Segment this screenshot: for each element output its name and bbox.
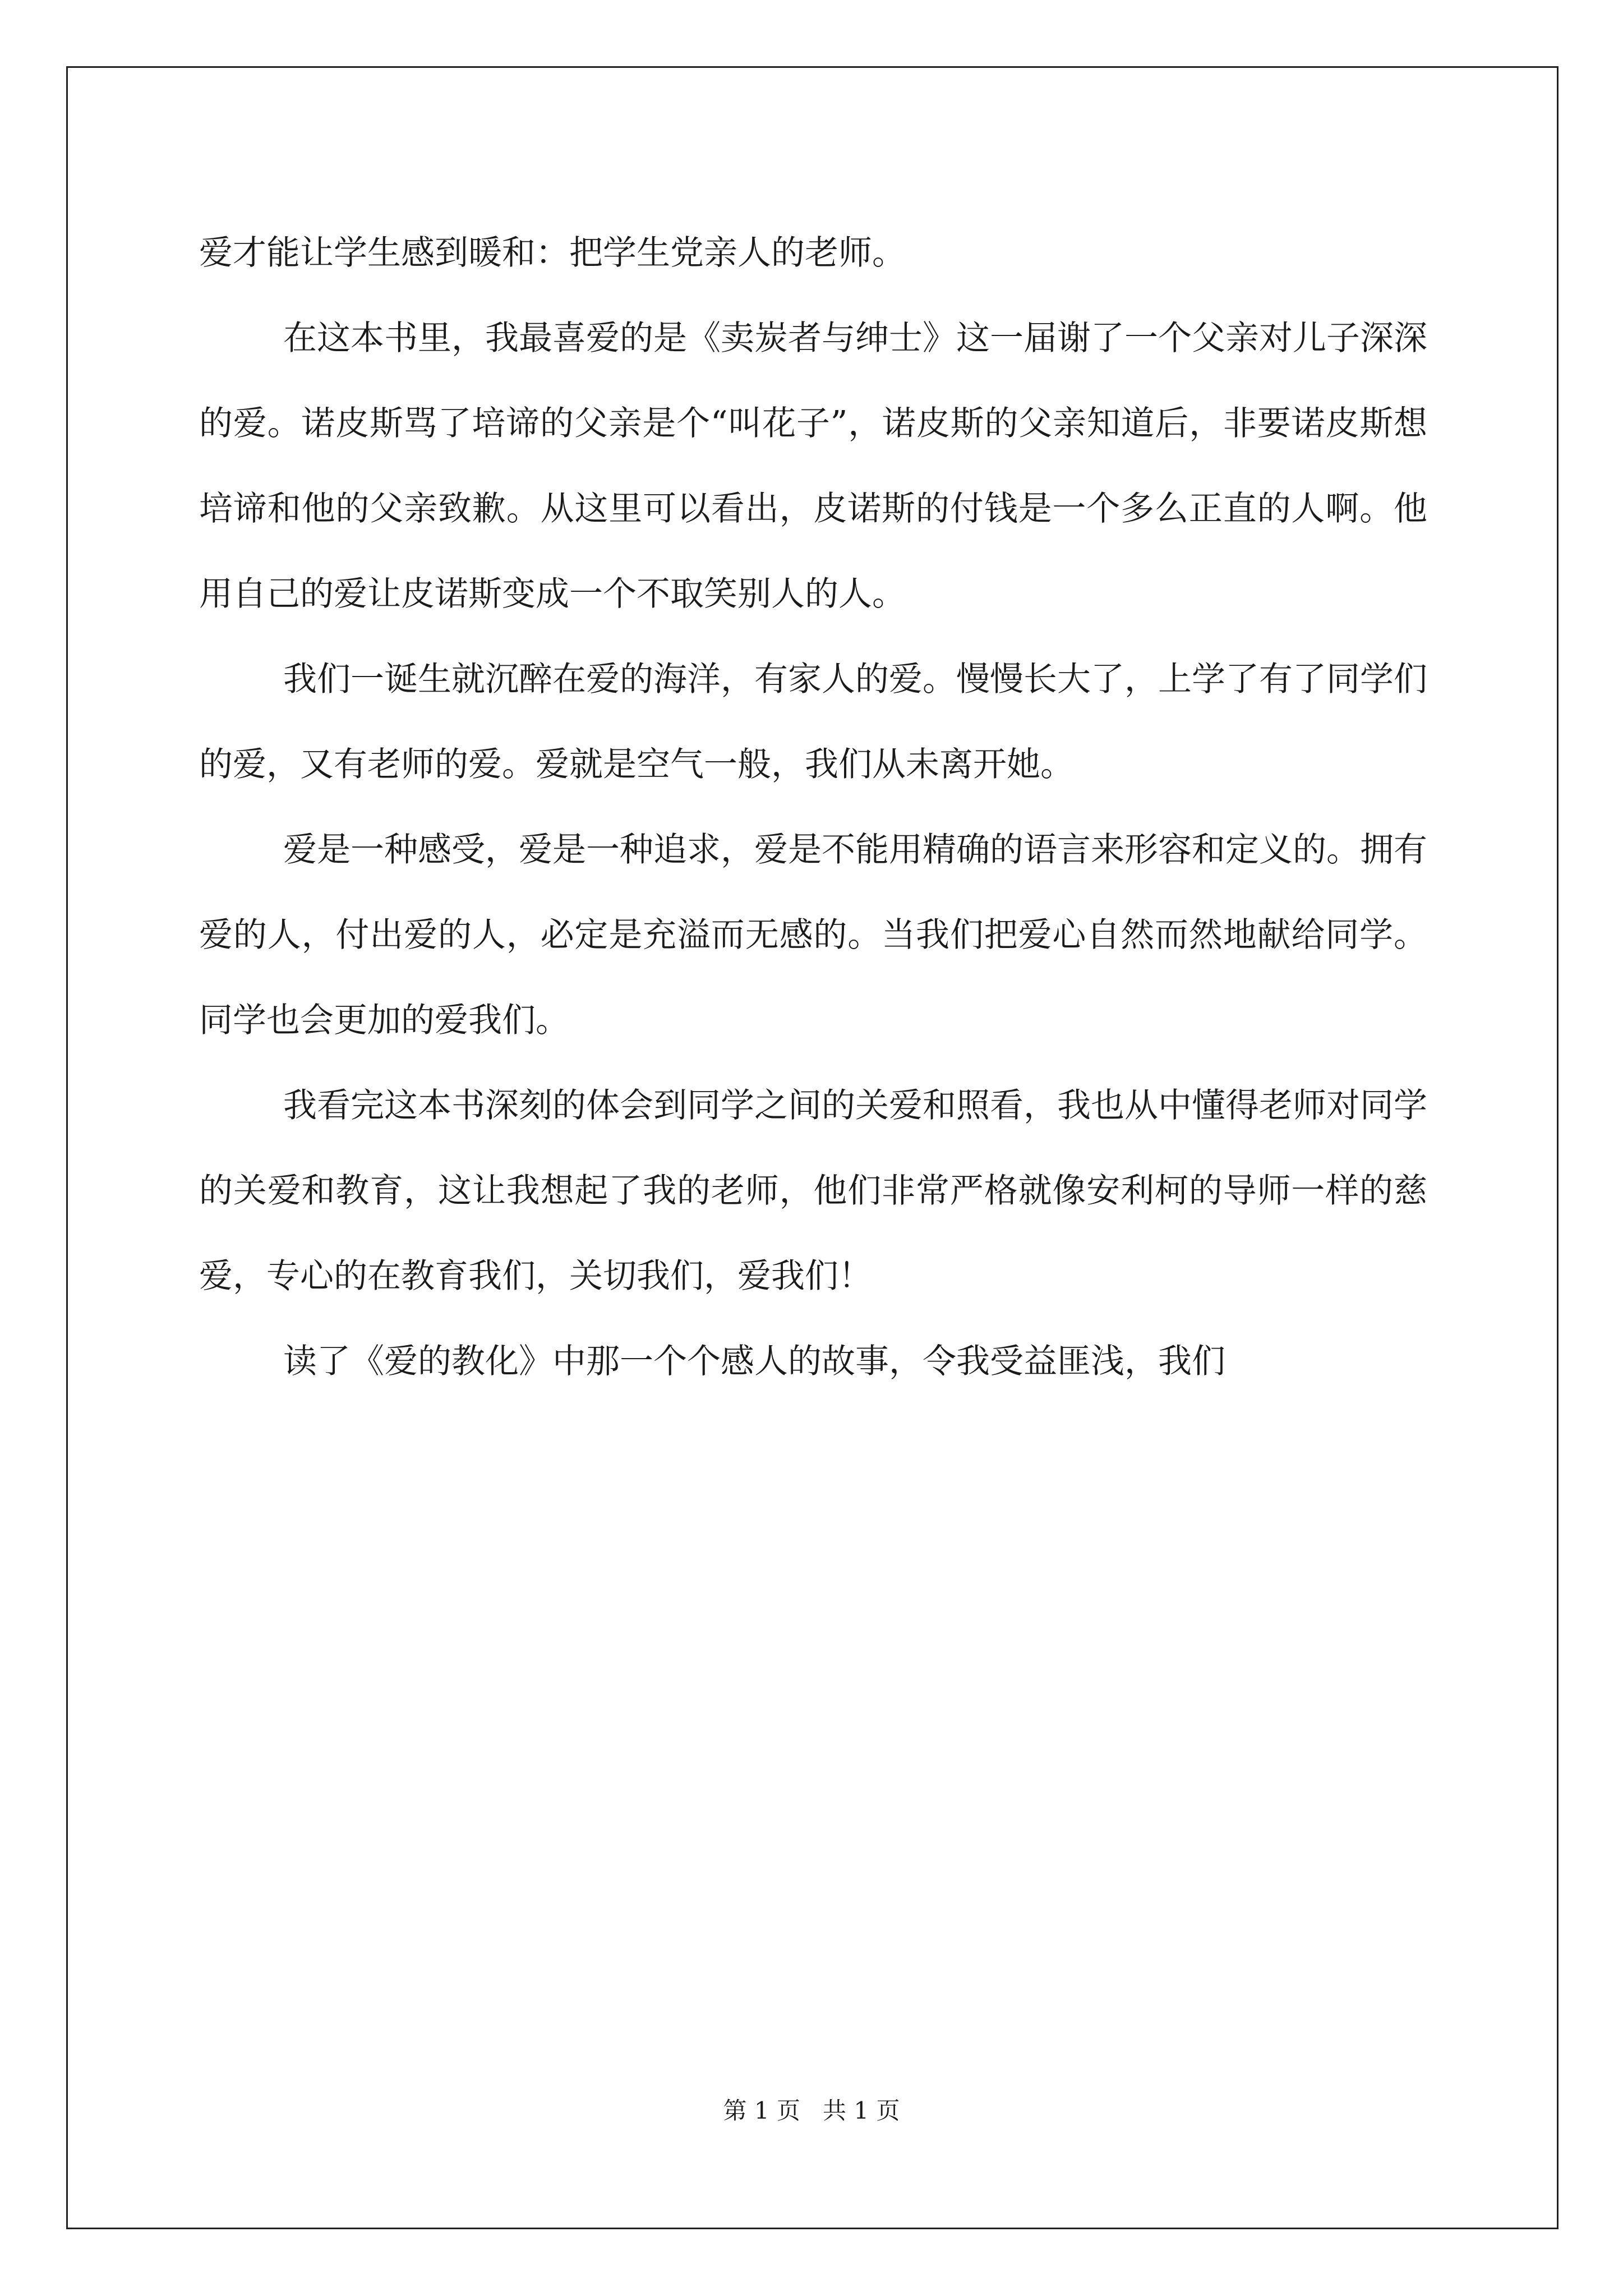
paragraph-5: 我看完这本书深刻的体会到同学之间的关爱和照看，我也从中懂得老师对同学的关爱和教育，这让我想起了我的老师，他们非常严格就像安利柯的导师一样的慈爱，专心的在教育我们，关切我们，爱我们！ bbox=[199, 1086, 1427, 1296]
paragraph-6: 读了《爱的教化》中那一个个感人的故事，令我受益匪浅，我们 bbox=[283, 1342, 1225, 1381]
paragraph-2: 在这本书里，我最喜爱的是《卖炭者与绅士》这一届谢了一个父亲对儿子深深的爱。诺皮斯骂了培谛的父亲是个“叫花子”，诺皮斯的父亲知道后，非要诺皮斯想培谛和他的父亲致歉。从这里可以看出，皮诺斯的付钱是一个多么正直的人啊。他用自己的爱让皮诺斯变成一个不取笑别人的人。 bbox=[199, 319, 1427, 614]
paragraph-4: 爱是一种感受，爱是一种追求，爱是不能用精确的语言来形容和定义的。拥有爱的人，付出爱的人，必定是充溢而无感的。当我们把爱心自然而然地献给同学。同学也会更加的爱我们。 bbox=[199, 830, 1427, 1040]
page-footer: 第 1 页 共 1 页 bbox=[723, 2097, 900, 2124]
paragraph-1: 爱才能让学生感到暖和：把学生党亲人的老师。 bbox=[199, 233, 906, 273]
paragraph-3: 我们一诞生就沉醉在爱的海洋，有家人的爱。慢慢长大了，上学了有了同学们的爱，又有老师的爱。爱就是空气一般，我们从未离开她。 bbox=[199, 660, 1427, 784]
document-body bbox=[199, 210, 1427, 1404]
